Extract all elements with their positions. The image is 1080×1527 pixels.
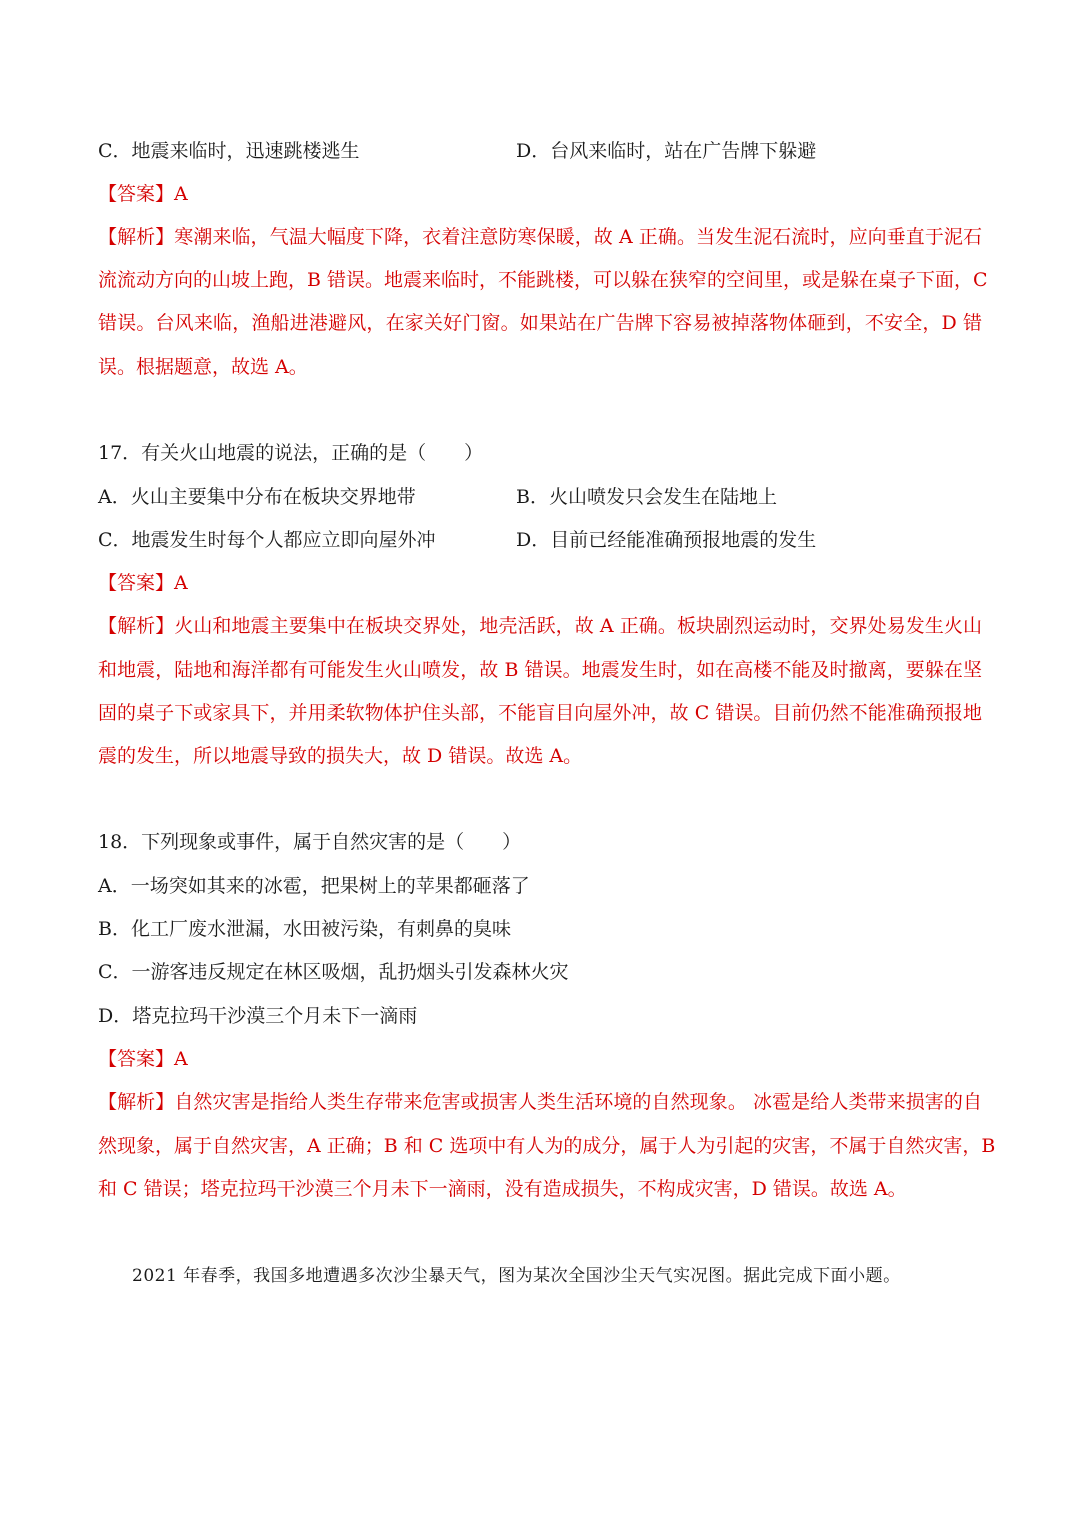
answer-value: A	[174, 572, 188, 594]
q16-analysis-line-4: 误。根据题意，故选 A。	[98, 356, 308, 378]
q18-answer	[98, 1047, 188, 1071]
q17-analysis-line-3: 固的桌子下或家具下，并用柔软物体护住头部，不能盲目向屋外冲，故 C 错误。目前仍然不能准确预报地	[98, 702, 982, 724]
answer-tag: 【答案】	[98, 1048, 175, 1070]
q16-analysis-line-1	[98, 225, 982, 249]
q17-option-a: A．火山主要集中分布在板块交界地带	[98, 486, 416, 508]
answer-value: A	[174, 183, 188, 205]
q16-option-d: D．台风来临时，站在广告牌下躲避	[516, 140, 817, 162]
q18-option-b: B．化工厂废水泄漏，水田被污染，有刺鼻的臭味	[98, 918, 511, 940]
analysis-text: 火山和地震主要集中在板块交界处，地壳活跃，故 A 正确。板块剧烈运动时，交界处易发生火山	[174, 615, 982, 637]
q18-analysis-line-3: 和 C 错误；塔克拉玛干沙漠三个月未下一滴雨，没有造成损失，不构成灾害，D 错误。故选 A。	[98, 1178, 907, 1200]
q18-option-a: A．一场突如其来的冰雹，把果树上的苹果都砸落了	[98, 875, 530, 897]
q18-option-c: C．一游客违反规定在林区吸烟，乱扔烟头引发森林火灾	[98, 961, 569, 983]
q17-analysis-line-2: 和地震，陆地和海洋都有可能发生火山喷发，故 B 错误。地震发生时，如在高楼不能及时撤离，要躲在坚	[98, 659, 982, 681]
answer-tag: 【答案】	[98, 572, 175, 594]
analysis-tag: 【解析】	[98, 226, 175, 248]
q17-analysis-line-1	[98, 614, 982, 638]
q16-option-c: C．地震来临时，迅速跳楼逃生	[98, 140, 360, 162]
q17-option-d: D．目前已经能准确预报地震的发生	[516, 529, 817, 551]
answer-value: A	[174, 1048, 188, 1070]
q17-answer	[98, 571, 188, 595]
q16-answer	[98, 182, 188, 206]
q16-analysis-line-2: 流流动方向的山坡上跑，B 错误。地震来临时，不能跳楼，可以躲在狭窄的空间里，或是躲在桌子下面，C	[98, 269, 988, 291]
analysis-text: 自然灾害是指给人类生存带来危害或损害人类生活环境的自然现象。 冰雹是给人类带来损害的自	[174, 1091, 982, 1113]
q18-option-d: D．塔克拉玛干沙漠三个月未下一滴雨	[98, 1005, 418, 1027]
analysis-tag: 【解析】	[98, 1091, 175, 1113]
q17-option-b: B．火山喷发只会发生在陆地上	[516, 486, 777, 508]
answer-tag: 【答案】	[98, 183, 175, 205]
q18-analysis-line-2: 然现象，属于自然灾害，A 正确；B 和 C 选项中有人为的成分，属于人为引起的灾害，不属于自然灾害，B	[98, 1135, 996, 1157]
analysis-tag: 【解析】	[98, 615, 175, 637]
q17-stem: 17．有关火山地震的说法，正确的是（ ）	[98, 442, 484, 464]
q16-analysis-line-3: 错误。台风来临，渔船进港避风，在家关好门窗。如果站在广告牌下容易被掉落物体砸到，不安全，D 错	[98, 312, 982, 334]
q18-analysis-line-1	[98, 1090, 982, 1114]
analysis-text: 寒潮来临，气温大幅度下降，衣着注意防寒保暖，故 A 正确。当发生泥石流时，应向垂直于泥石	[174, 226, 982, 248]
q18-stem: 18．下列现象或事件，属于自然灾害的是（ ）	[98, 831, 522, 853]
q17-analysis-line-4: 震的发生，所以地震导致的损失大，故 D 错误。故选 A。	[98, 745, 583, 767]
next-section-intro: 2021 年春季，我国多地遭遇多次沙尘暴天气，图为某次全国沙尘天气实况图。据此完成下面小题。	[132, 1266, 901, 1286]
q17-option-c: C．地震发生时每个人都应立即向屋外冲	[98, 529, 436, 551]
